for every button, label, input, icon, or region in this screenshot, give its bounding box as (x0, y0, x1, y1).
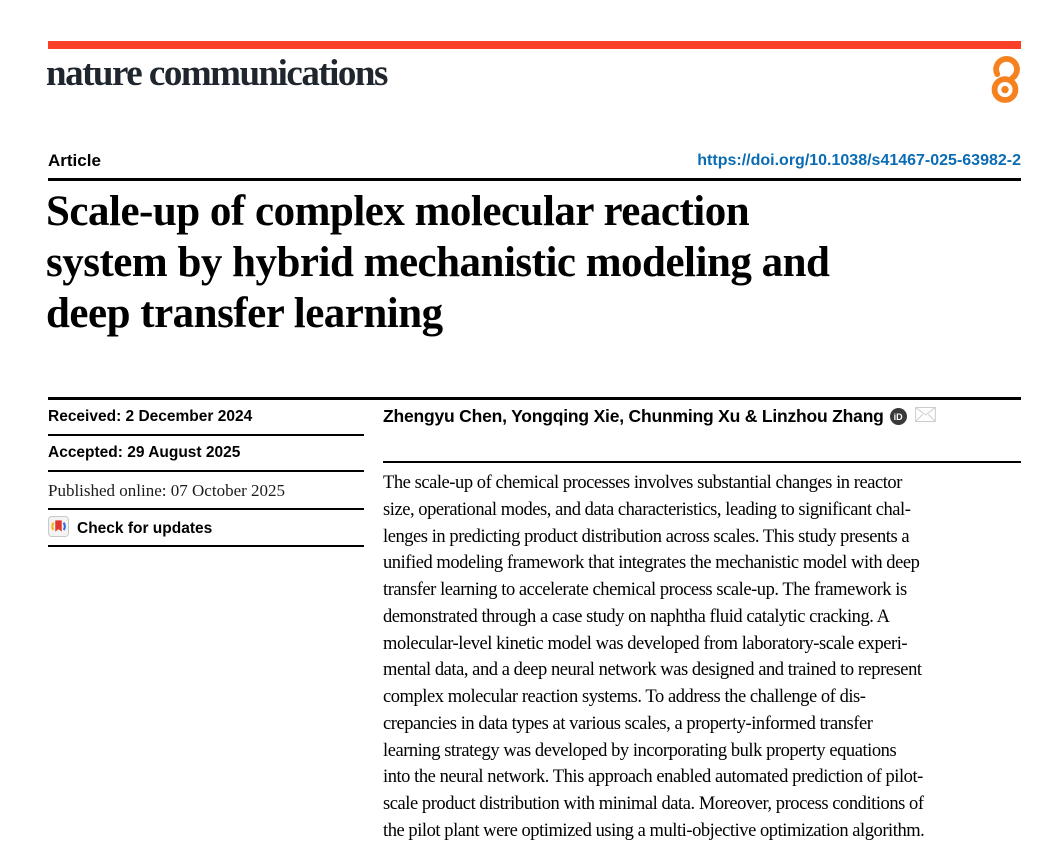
page-title (46, 186, 1036, 339)
abstract-line: learning strategy was developed by incorporating bulk property equations (383, 740, 897, 761)
open-access-icon (988, 52, 1022, 109)
masthead-accent-bar (48, 41, 1021, 49)
abstract-line: transfer learning to accelerate chemical process scale-up. The framework is (383, 580, 907, 600)
abstract-line: the pilot plant were optimized using a multi-objective optimization algorithm. (383, 820, 925, 841)
article-type-label: Article (48, 151, 101, 170)
title-line: Scale-up of complex molecular reaction (46, 188, 750, 235)
divider (48, 470, 364, 472)
divider (48, 508, 364, 510)
abstract-line: mental data, and a deep neural network was designed and trained to represent (383, 660, 922, 681)
title-line: system by hybrid mechanistic modeling and (46, 239, 830, 286)
title-line: deep transfer learning (46, 290, 443, 337)
authors-row (383, 406, 936, 427)
abstract-line: molecular-level kinetic model was developed from laboratory-scale experi- (383, 633, 908, 654)
abstract-divider (383, 461, 1021, 463)
abstract-line: demonstrated through a case study on naphtha fluid catalytic cracking. A (383, 606, 890, 627)
received-date: Received: 2 December 2024 (48, 408, 253, 425)
check-for-updates-label: Check for updates (77, 520, 213, 537)
divider (48, 545, 364, 547)
check-for-updates-button[interactable] (48, 516, 364, 542)
header-divider (48, 178, 1021, 181)
crossmark-icon (48, 516, 69, 542)
abstract-line: The scale-up of chemical processes involves substantial changes in reactor (383, 473, 902, 493)
abstract-text (383, 470, 1033, 845)
envelope-icon[interactable] (915, 407, 936, 427)
journal-logo: nature communications (46, 53, 387, 94)
abstract-line: into the neural network. This approach enabled automated prediction of pilot- (383, 767, 923, 788)
abstract-line: size, operational modes, and data characteristics, leading to significant chal- (383, 499, 911, 520)
meta-top-divider (48, 397, 1021, 400)
published-date: Published online: 07 October 2025 (48, 481, 286, 500)
orcid-icon[interactable]: iD (890, 408, 907, 425)
accepted-date: Accepted: 29 August 2025 (48, 444, 241, 461)
abstract-line: lenges in predicting product distribution across scales. This study presents a (383, 526, 910, 547)
abstract-line: scale product distribution with minimal data. Moreover, process conditions of (383, 794, 924, 814)
abstract-line: crepancies in data types at various scales, a property-informed transfer (383, 713, 873, 734)
doi-link[interactable]: https://doi.org/10.1038/s41467-025-63982-2 (697, 152, 1021, 169)
abstract-line: unified modeling framework that integrates the mechanistic model with deep (383, 553, 920, 574)
divider (48, 434, 364, 436)
author-names: Zhengyu Chen, Yongqing Xie, Chunming Xu & Linzhou Zhang (383, 406, 884, 426)
abstract-line: complex molecular reaction systems. To address the challenge of dis- (383, 687, 866, 707)
